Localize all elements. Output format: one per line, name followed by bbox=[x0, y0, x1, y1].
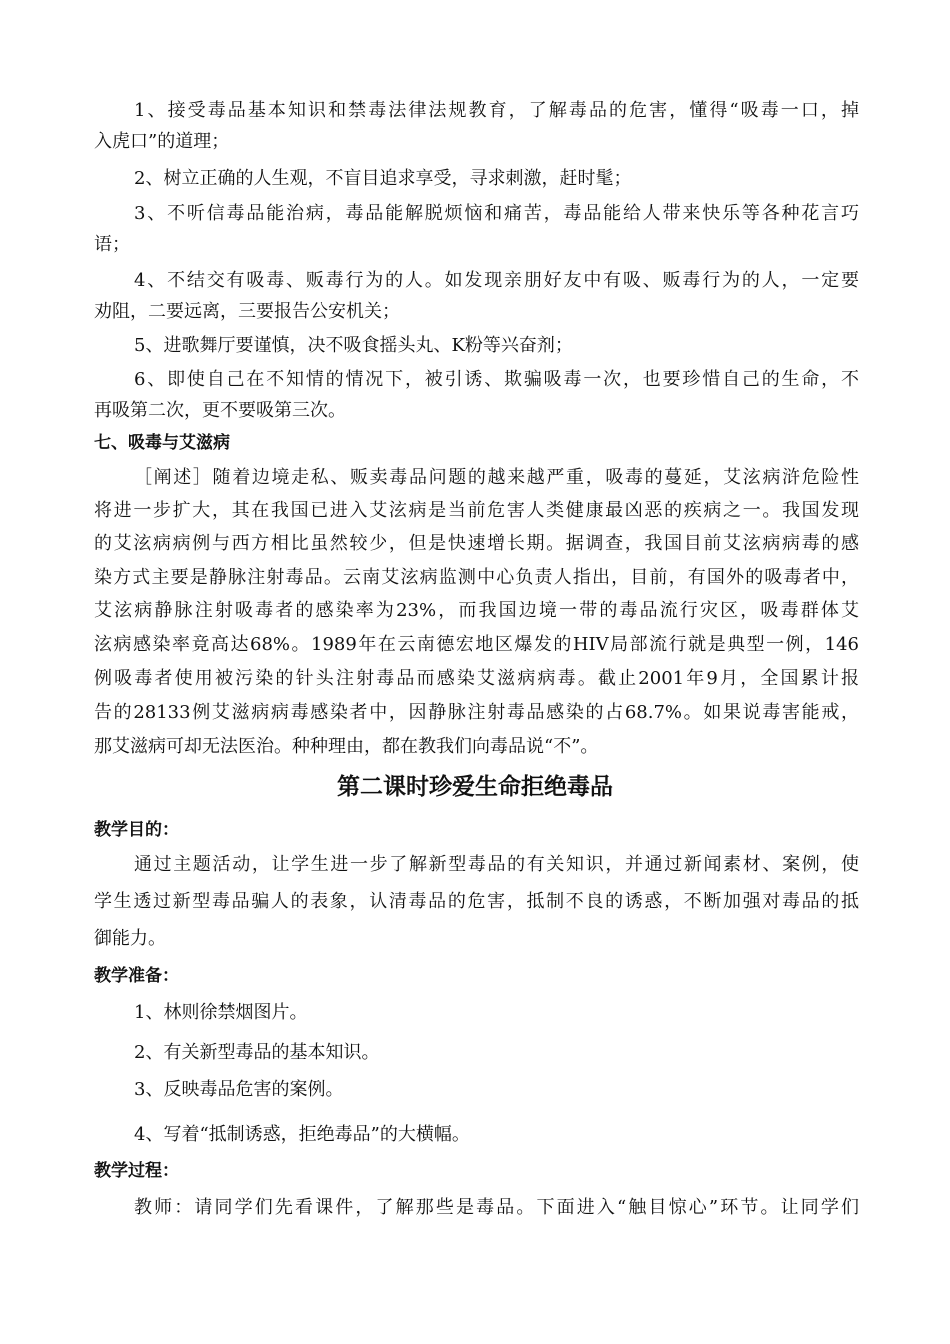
list1-item-3-line2: 语； bbox=[94, 234, 130, 255]
process-heading: 教学过程： bbox=[94, 1161, 179, 1181]
section7-line-5: 艾泫病静脉注射吸毒者的感染率为23%，而我国边境一带的毒品流行灾区，吸毒群体艾 bbox=[94, 600, 859, 621]
list1-item-1-line1: 1、接受毒品基本知识和禁毒法律法规教育，了解毒品的危害，懂得“吸毒一口，掉 bbox=[134, 100, 859, 121]
section7-line-4: 染方式主要是静脉注射毒品。云南艾泫病监测中心负责人指出，目前，有国外的吸毒者中， bbox=[94, 567, 859, 588]
section7-line-3: 的艾泫病病例与西方相比虽然较少，但是快速增长期。据调查，我国目前艾泫病病毒的感 bbox=[94, 533, 859, 554]
section7-line-9: 那艾滋病可却无法医治。种种理由，都在教我们向毒品说“不”。 bbox=[94, 736, 599, 757]
prep-item-2: 2、有关新型毒品的基本知识。 bbox=[134, 1042, 380, 1063]
section7-line-8: 告的28133例艾滋病病毒感染者中，因静脉注射毒品感染的占68.7%。如果说毒害能戒， bbox=[94, 702, 859, 723]
list1-item-1-line2: 入虎口”的道理； bbox=[94, 131, 230, 152]
section7-line-7: 例吸毒者使用被污染的针头注射毒品而感染艾滋病病毒。截止2001年9月，全国累计报 bbox=[94, 668, 859, 689]
goal-line-2: 学生透过新型毒品骗人的表象，认清毒品的危害，抵制不良的诱惑，不断加强对毒品的抵 bbox=[94, 891, 859, 912]
process-line-1: 教师：请同学们先看课件，了解那些是毒品。下面进入“触目惊心”环节。让同学们 bbox=[134, 1197, 859, 1218]
section7-line-2: 将进一步扩大，其在我国已进入艾泫病是当前危害人类健康最凶恶的疾病之一。我国发现 bbox=[94, 500, 859, 521]
list1-item-6-line1: 6、即使自己在不知情的情况下，被引诱、欺骗吸毒一次，也要珍惜自己的生命，不 bbox=[134, 369, 859, 390]
list1-item-6-line2: 再吸第二次，更不要吸第三次。 bbox=[94, 400, 346, 421]
goal-line-3: 御能力。 bbox=[94, 928, 166, 949]
section7-line-1: ［阐述］随着边境走私、贩卖毒品问题的越来越严重，吸毒的蔓延，艾泫病浒危险性 bbox=[134, 467, 859, 488]
prep-item-4: 4、写着“抵制诱惑，拒绝毒品”的大横幅。 bbox=[134, 1124, 470, 1145]
prep-item-1: 1、林则徐禁烟图片。 bbox=[134, 1002, 308, 1023]
list1-item-2-line1: 2、树立正确的人生观，不盲目追求享受，寻求刺激，赶时髦； bbox=[134, 168, 632, 189]
goal-heading: 教学目的： bbox=[94, 820, 179, 840]
list1-item-5-line1: 5、进歌舞厅要谨慎，决不吸食摇头丸、K粉等兴奋剂； bbox=[134, 335, 573, 356]
section7-heading: 七、吸毒与艾滋病 bbox=[94, 433, 230, 453]
list1-item-4-line1: 4、不结交有吸毒、贩毒行为的人。如发现亲朋好友中有吸、贩毒行为的人，一定要 bbox=[134, 270, 859, 291]
section7-line-6: 泫病感染率竟高达68%。1989年在云南德宏地区爆发的HIV局部流行就是典型一例，146 bbox=[94, 634, 859, 655]
goal-line-1: 通过主题活动，让学生进一步了解新型毒品的有关知识，并通过新闻素材、案例，使 bbox=[134, 854, 859, 875]
prep-heading: 教学准备： bbox=[94, 966, 179, 986]
list1-item-4-line2: 劝阻，二要远离，三要报告公安机关； bbox=[94, 301, 400, 322]
list1-item-3-line1: 3、不听信毒品能治病，毒品能解脱烦恼和痛苦，毒品能给人带来快乐等各种花言巧 bbox=[134, 203, 859, 224]
lesson2-title: 第二课时珍爱生命拒绝毒品 bbox=[337, 774, 613, 800]
prep-item-3: 3、反映毒品危害的案例。 bbox=[134, 1079, 344, 1100]
